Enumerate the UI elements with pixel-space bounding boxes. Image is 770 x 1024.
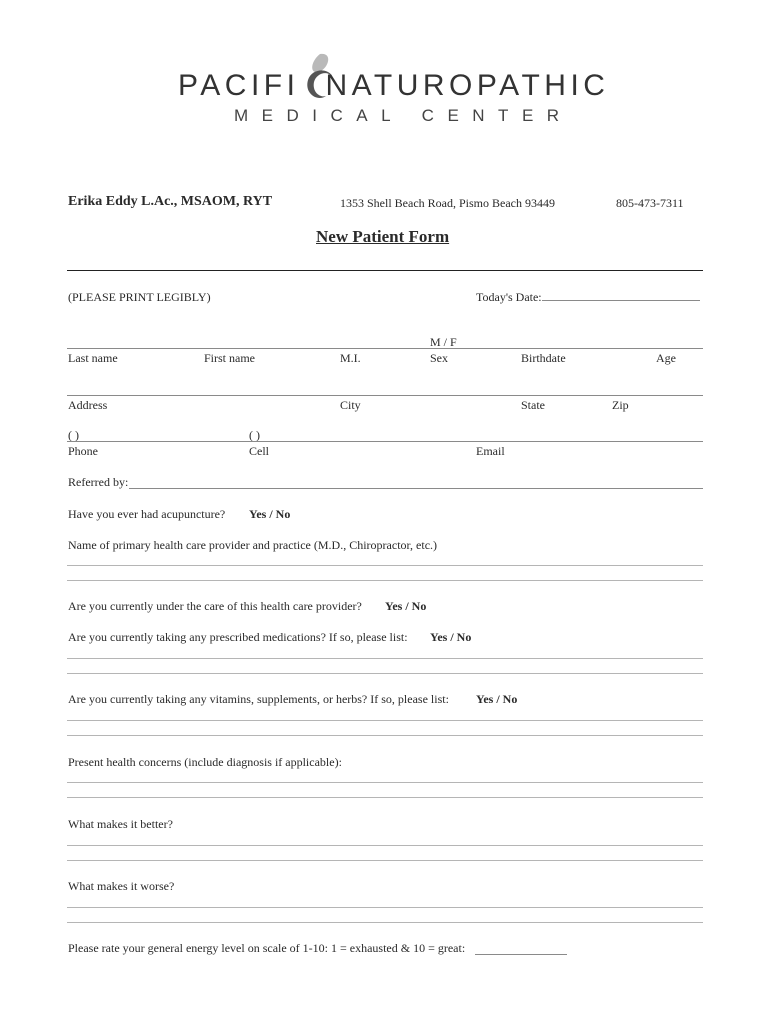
state-label: State	[521, 398, 545, 412]
energy-rating-blank[interactable]	[475, 954, 567, 955]
concerns-question: Present health concerns (include diagnosis if applicable):	[68, 755, 342, 769]
energy-question: Please rate your general energy level on scale of 1-10: 1 = exhausted & 10 = great:	[68, 941, 466, 955]
phone-area-code[interactable]: ( )	[68, 428, 79, 442]
birthdate-label: Birthdate	[521, 351, 566, 365]
title-divider	[67, 270, 703, 271]
logo-word-pacific: PACIFI	[178, 69, 300, 102]
worse-question: What makes it worse?	[68, 879, 175, 893]
medications-yes-no[interactable]: Yes / No	[430, 630, 472, 644]
referred-by-label: Referred by:	[68, 475, 129, 489]
vitamins-question: Are you currently taking any vitamins, supplements, or herbs? If so, please list:	[68, 692, 449, 706]
concerns-line-2[interactable]	[67, 797, 703, 798]
address-label: Address	[68, 398, 108, 412]
phone-label: Phone	[68, 444, 98, 458]
medications-question: Are you currently taking any prescribed medications? If so, please list:	[68, 630, 408, 644]
under-care-yes-no[interactable]: Yes / No	[385, 599, 427, 613]
concerns-line-1[interactable]	[67, 782, 703, 783]
todays-date-field[interactable]	[476, 290, 700, 305]
mi-label: M.I.	[340, 351, 361, 365]
clinic-phone: 805-473-7311	[616, 196, 684, 210]
address-line[interactable]	[67, 395, 703, 396]
vitamins-line-1[interactable]	[67, 720, 703, 721]
logo-subtitle: MEDICAL CENTER	[234, 106, 573, 125]
cell-label: Cell	[249, 444, 269, 458]
better-line-2[interactable]	[67, 860, 703, 861]
name-line[interactable]	[67, 348, 703, 349]
worse-line-1[interactable]	[67, 907, 703, 908]
city-label: City	[340, 398, 361, 412]
vitamins-yes-no[interactable]: Yes / No	[476, 692, 518, 706]
better-line-1[interactable]	[67, 845, 703, 846]
first-name-label: First name	[204, 351, 255, 365]
print-instructions: (PLEASE PRINT LEGIBLY)	[68, 290, 211, 304]
sex-label: Sex	[430, 351, 448, 365]
sex-options[interactable]: M / F	[430, 335, 457, 349]
medications-line-2[interactable]	[67, 673, 703, 674]
logo-word-naturopathic: NATUROPATHIC	[325, 69, 610, 102]
provider-name: Erika Eddy L.Ac., MSAOM, RYT	[68, 194, 273, 209]
under-care-question: Are you currently under the care of this health care provider?	[68, 599, 362, 613]
todays-date-label: Today's Date:	[476, 290, 542, 304]
form-title: New Patient Form	[316, 227, 450, 246]
better-question: What makes it better?	[68, 817, 173, 831]
todays-date-blank[interactable]	[542, 300, 700, 301]
medications-line-1[interactable]	[67, 658, 703, 659]
age-label: Age	[656, 351, 676, 365]
logo-wordmark	[178, 69, 610, 103]
zip-label: Zip	[612, 398, 629, 412]
acupuncture-question: Have you ever had acupuncture?	[68, 507, 226, 521]
last-name-label: Last name	[68, 351, 118, 365]
primary-provider-line-2[interactable]	[67, 580, 703, 581]
vitamins-line-2[interactable]	[67, 735, 703, 736]
primary-provider-line-1[interactable]	[67, 565, 703, 566]
cell-area-code[interactable]: ( )	[249, 428, 260, 442]
acupuncture-yes-no[interactable]: Yes / No	[249, 507, 291, 521]
email-label: Email	[476, 444, 505, 458]
clinic-address: 1353 Shell Beach Road, Pismo Beach 93449	[340, 196, 555, 210]
phone-line[interactable]	[67, 441, 703, 442]
referred-by-line[interactable]	[129, 488, 703, 489]
primary-provider-question: Name of primary health care provider and practice (M.D., Chiropractor, etc.)	[68, 538, 438, 552]
worse-line-2[interactable]	[67, 922, 703, 923]
